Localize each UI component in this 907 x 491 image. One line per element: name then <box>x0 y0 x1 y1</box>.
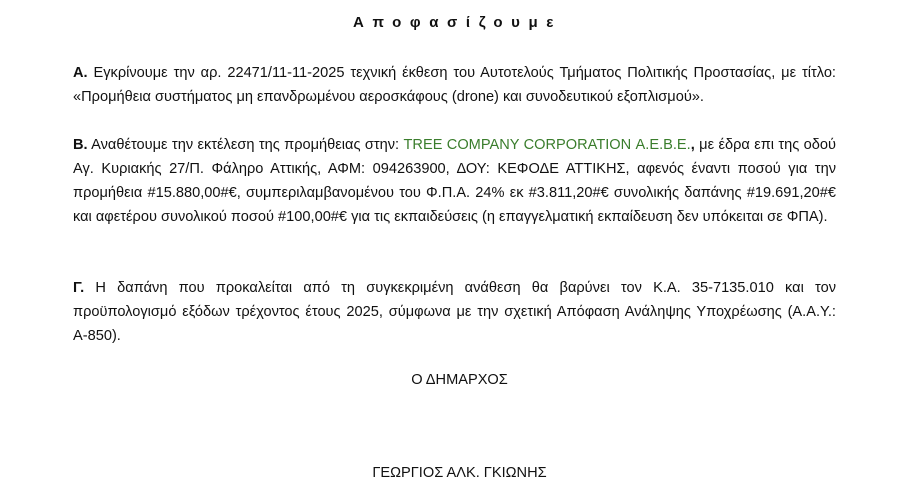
signatory-name: ΓΕΩΡΓΙΟΣ ΑΛΚ. ΓΚΙΩΝΗΣ <box>372 465 547 481</box>
company-comma: , <box>690 137 695 153</box>
paragraph-b <box>73 133 836 229</box>
signatory-title: Ο ΔΗΜΑΡΧΟΣ <box>411 372 508 388</box>
paragraph-a-label: Α. <box>73 65 88 81</box>
company-name: TREE COMPANY CORPORATION Α.Ε.Β.Ε. <box>403 137 691 153</box>
paragraph-c-text: Η δαπάνη που προκαλείται από τη συγκεκριμένη ανάθεση θα βαρύνει τον Κ.Α. 35-7135.010 και τον προϋπολογισμό εξόδων τρέχοντος έτους 2025, σύμφωνα με την σχετική Απόφαση Ανάληψης Υποχρέωσης (Α.Α.Υ.: Α-850). <box>73 280 836 344</box>
paragraph-a <box>73 61 836 109</box>
paragraph-c-label: Γ. <box>73 280 85 296</box>
paragraph-a-text: Εγκρίνουμε την αρ. 22471/11-11-2025 τεχνική έκθεση του Αυτοτελούς Τμήματος Πολιτικής Προστασίας, με τίτλο: «Προμήθεια συστήματος μη επανδρωμένου αεροσκάφους (drone) και συνοδευτικού εξοπλισμού». <box>73 65 836 105</box>
paragraph-b-text-before: Αναθέτουμε την εκτέλεση της προμήθειας στην: <box>87 137 404 153</box>
decision-heading: Αποφασίζουμε <box>353 14 562 31</box>
paragraph-b-label: Β. <box>73 137 88 153</box>
paragraph-c <box>73 276 836 348</box>
paragraph-b-text-after: με έδρα επι της οδού Αγ. Κυριακής 27/Π. Φάληρο Αττικής, ΑΦΜ: 094263900, ΔΟΥ: ΚΕΦΟΔΕ ΑΤΤΙΚΗΣ, αφενός έναντι ποσού για την προμήθεια #15.880,00#€, συμπεριλαμβανομένου του Φ.Π.Α. 24% εκ #3.811,20#€ συνολικής δαπάνης #19.691,20#€ και αφετέρου συνολικού ποσού #100,00#€ για τις εκπαιδεύσεις (η επαγγελματική εκπαίδευση δεν υπόκειται σε ΦΠΑ). <box>73 137 837 225</box>
